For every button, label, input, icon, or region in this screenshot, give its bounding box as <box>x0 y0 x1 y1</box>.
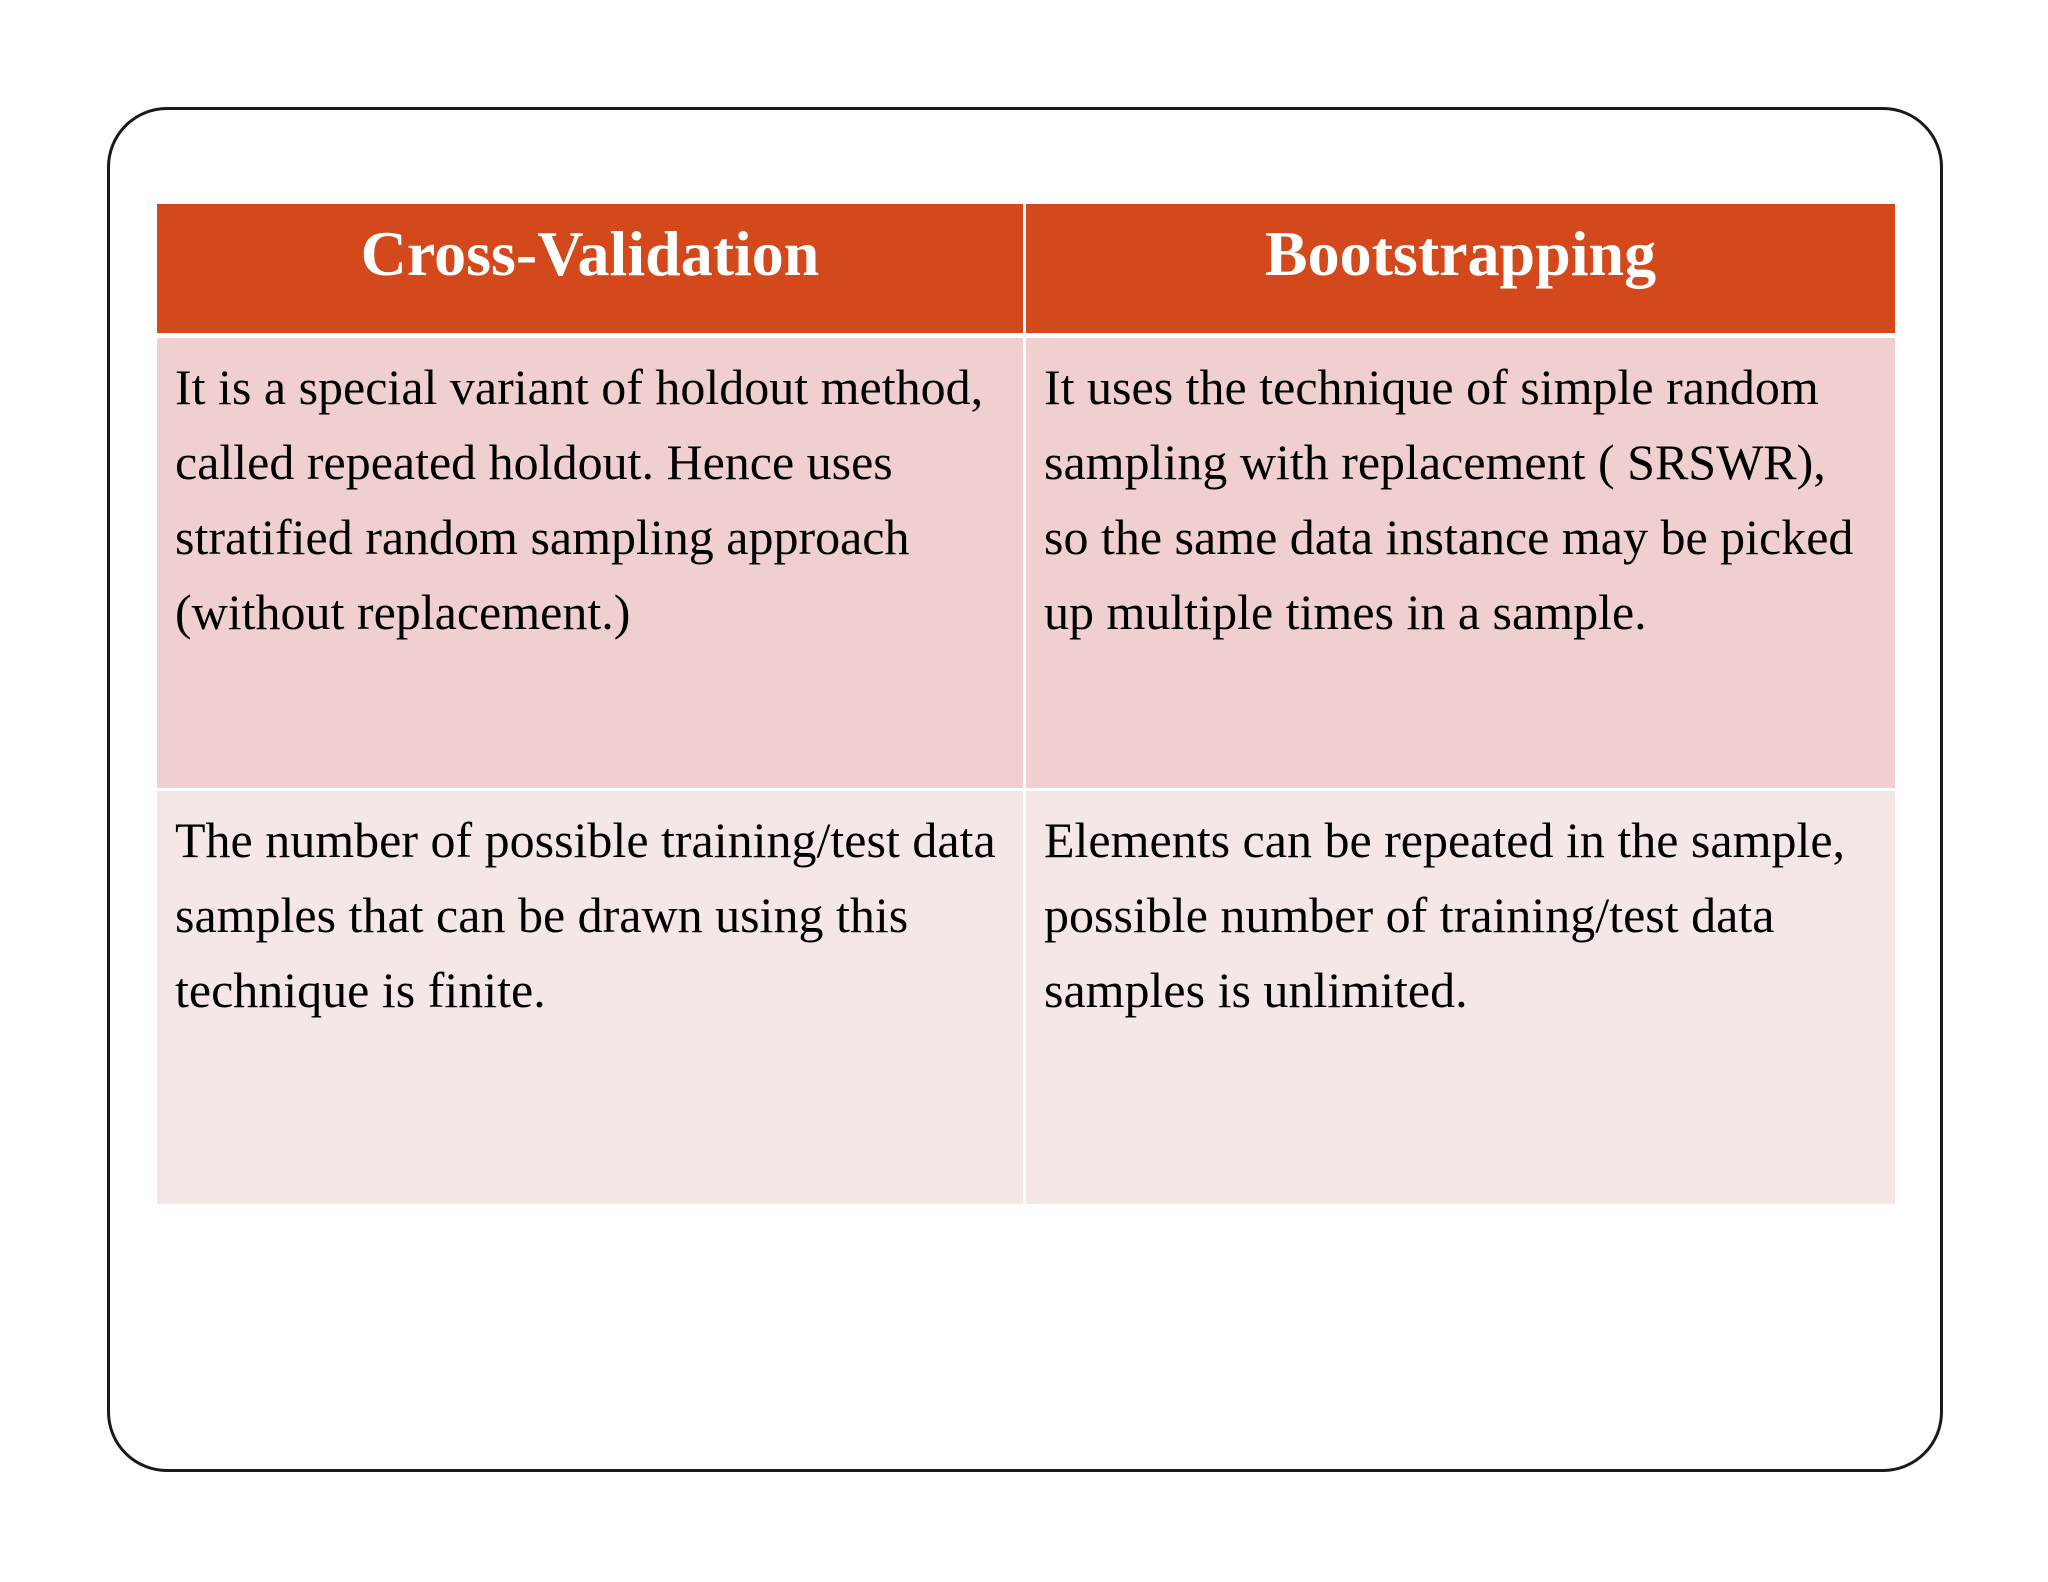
header-cross-validation: Cross-Validation <box>157 204 1026 338</box>
header-bootstrapping: Bootstrapping <box>1026 204 1895 338</box>
cell-cv-row2: The number of possible training/test data samples that can be drawn using this technique is finite. <box>157 791 1026 1204</box>
comparison-table <box>157 204 1895 1204</box>
cell-bootstrap-row1: It uses the technique of simple random sampling with replacement ( SRSWR), so the same data instance may be picked up multiple times in a sample. <box>1026 338 1895 791</box>
cell-bootstrap-row2: Elements can be repeated in the sample, possible number of training/test data samples is unlimited. <box>1026 791 1895 1204</box>
cell-cv-row1: It is a special variant of holdout method, called repeated holdout. Hence uses stratified random sampling approach (without replacement.) <box>157 338 1026 791</box>
